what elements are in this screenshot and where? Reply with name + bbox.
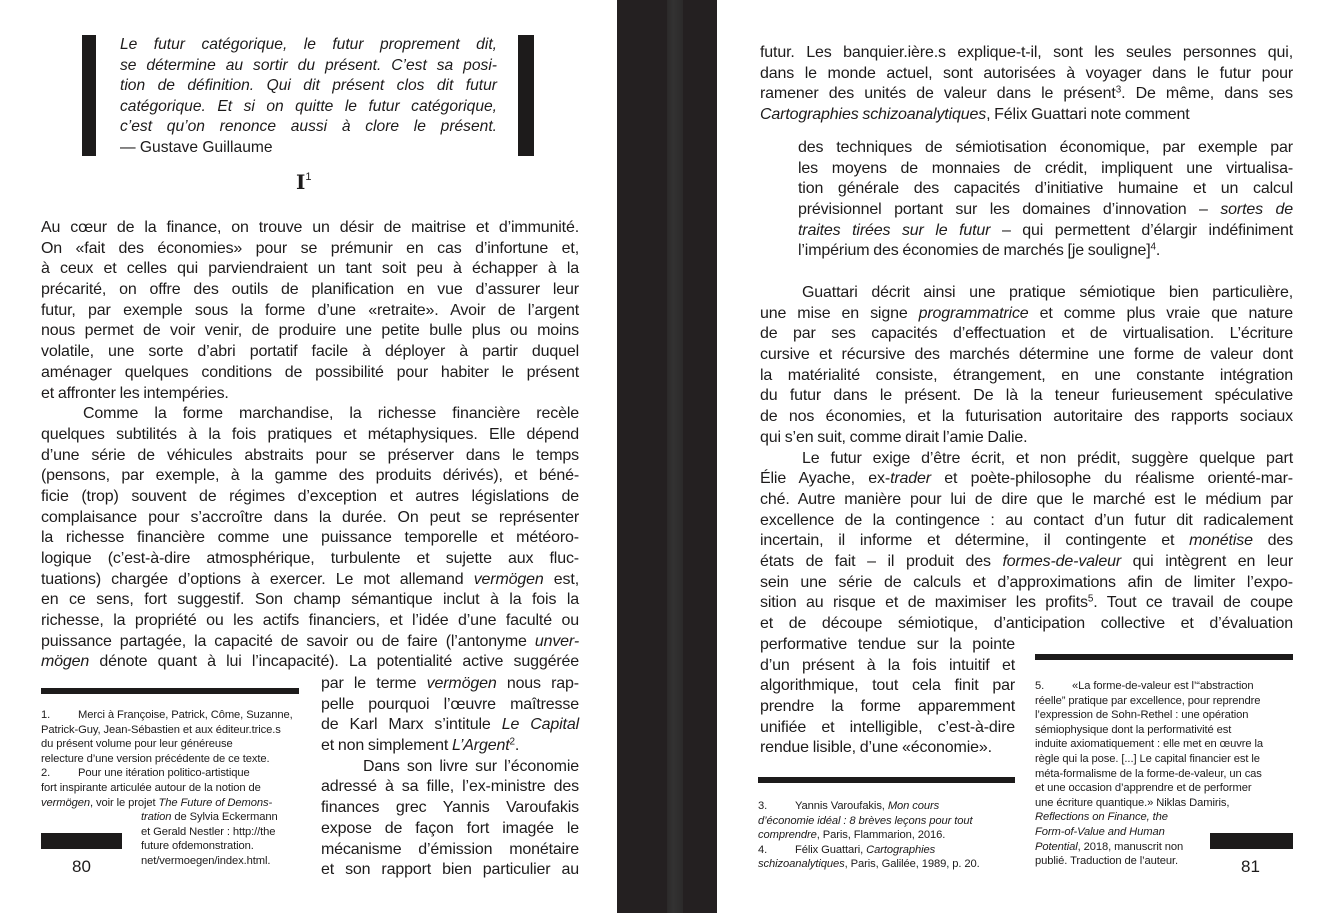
italic-text: comprendre	[758, 829, 817, 842]
text-run: une mise en signe	[760, 304, 919, 322]
text-run: de Sylvia Eckermann	[171, 811, 278, 823]
text-line	[760, 635, 1015, 656]
text-run: net/vermoegen/index.html.	[141, 854, 271, 867]
footnote-ref: 1	[305, 171, 312, 184]
text-run: sein une série de calculs et d’approximations afin de limiter l’expo-	[760, 573, 1293, 591]
text-line	[41, 723, 303, 738]
text-line	[41, 404, 579, 425]
footnotes	[41, 708, 303, 810]
text-run: excellence de la contingence : au contact d’un futur dit radicalement	[760, 511, 1293, 529]
text-run: et affronter les intempéries.	[41, 384, 229, 402]
text-line	[760, 345, 1293, 366]
text-line	[321, 695, 579, 716]
text-line	[798, 159, 1293, 180]
text-line	[41, 590, 579, 611]
text-line	[41, 652, 579, 673]
text-line	[41, 632, 579, 653]
text-run: et comme plus vraie que nature	[1028, 304, 1293, 322]
italic-text: Le Capital	[501, 716, 579, 734]
text-run: Patrick-Guy, Jean-Sébastien et aux éditeur.trice.s	[41, 723, 281, 736]
text-line	[41, 708, 303, 723]
text-run: les moyens de monnaies de crédit, impliquent une virtualisa-	[798, 159, 1293, 177]
text-line	[760, 366, 1293, 387]
text-line	[41, 239, 579, 260]
text-line	[41, 218, 579, 239]
text-line	[760, 552, 1293, 573]
text-line	[321, 715, 579, 736]
text-run: et non simplement	[321, 737, 452, 755]
text-run: de nos économies, et la futurisation autoritaire des rapports sociaux	[760, 408, 1293, 426]
italic-text: d’économie idéal : 8 brèves leçons pour tout	[758, 814, 973, 827]
text-run: et une occasion d’apprendre et de performer	[1035, 782, 1252, 795]
text-line	[760, 386, 1293, 407]
text-run: relecture d’une version précédente de ce texte.	[41, 752, 270, 765]
text-run: d’un présent à la fois intuitif et	[760, 656, 1015, 674]
text-run: On «fait des économies» pour se prémunir en cas d’infortune et,	[41, 239, 579, 257]
text-run: d’une série de véhicules abstraits pour se préserver dans le temps	[41, 446, 579, 464]
text-run: tion de définition. Qui dit présent clos dit futur	[120, 77, 497, 95]
text-run: Guattari décrit ainsi une pratique sémiotique bien particulière,	[802, 284, 1293, 301]
text-line	[41, 611, 579, 632]
italic-text: Cartographies schizoanalytiques	[760, 106, 987, 124]
text-line	[321, 860, 579, 881]
text-line	[760, 697, 1015, 718]
text-line	[321, 840, 579, 861]
text-run: qui s’en suit, comme dirait l’amie Dalie.	[760, 428, 1028, 446]
text-line	[760, 490, 1293, 511]
page-number-bar	[41, 833, 122, 849]
footnote-rule	[758, 777, 1015, 783]
text-run: Au cœur de la finance, on trouve un désir de maitrise et d’immunité.	[41, 219, 579, 236]
page-number: 80	[72, 857, 91, 876]
footnote-ref: 5	[1087, 593, 1094, 605]
text-line	[1035, 781, 1297, 796]
text-run: incertain, il informe et détermine, il contingente et	[760, 532, 1190, 550]
text-line	[41, 508, 579, 529]
text-line	[120, 35, 497, 56]
text-run: par le terme	[321, 675, 427, 692]
spine-highlight	[667, 0, 683, 913]
body-text-main	[41, 218, 579, 673]
text-run: la richesse financière comme une puissance temporelle et météoro-	[41, 529, 579, 547]
text-line	[321, 736, 579, 757]
text-run: induite axiomatiquement : elle met en œuvre la	[1035, 738, 1263, 751]
text-run: aménager quelques conditions de possibilité pour habiter le présent	[41, 363, 579, 381]
text-line	[760, 469, 1293, 490]
text-run: des	[1252, 532, 1293, 550]
page-number: 81	[1241, 857, 1260, 876]
text-run: Comme la forme marchandise, la richesse financière recèle	[83, 405, 579, 423]
text-line	[760, 64, 1293, 85]
text-run: sition au risque et de maximiser les profits	[760, 594, 1088, 612]
text-line	[120, 97, 497, 118]
text-run: du présent volume pour leur généreuse	[41, 738, 233, 751]
text-run: publié. Traduction de l’auteur.	[1035, 855, 1179, 868]
text-line	[120, 56, 497, 77]
footnote-number: 2.	[41, 767, 51, 780]
text-line	[41, 549, 579, 570]
italic-text: tration	[141, 811, 172, 823]
text-line	[758, 814, 1020, 829]
text-run: prévisionnel portant sur les domaines d’innovation –	[798, 201, 1221, 219]
text-run: , Félix Guattari note comment	[986, 106, 1190, 124]
text-line	[41, 342, 579, 363]
footnote-number: 5.	[1035, 680, 1045, 692]
section-heading	[296, 170, 311, 194]
text-line	[120, 117, 497, 138]
text-line	[760, 573, 1293, 594]
text-run: nous permet de voir venir, de produire une petite bulle plus ou moins	[41, 322, 579, 340]
italic-text: vermögen	[426, 675, 497, 692]
text-run: ficie (trop) souvent de régimes d’exception et autres législations de	[41, 487, 579, 505]
text-run: expose de façon fort imagée le	[321, 819, 579, 837]
section-numeral: I	[296, 170, 306, 194]
text-line	[760, 105, 1293, 126]
text-run: la matérialité consiste, étrangement, en une constante intégration	[760, 366, 1293, 384]
text-line	[760, 593, 1293, 614]
text-line	[760, 283, 1293, 304]
text-run: unifiée et intelligible, c’est-à-dire	[760, 718, 1015, 736]
text-run: tuations) chargée d’options à exercer. Le mot allemand	[41, 570, 474, 588]
text-run: Le futur catégorique, le futur proprement dit,	[120, 36, 497, 53]
text-line	[321, 777, 579, 798]
text-line	[1035, 752, 1297, 767]
text-run: , voir le projet	[89, 796, 159, 809]
text-line	[758, 799, 1020, 814]
text-line	[758, 843, 1020, 858]
text-run: l’impérium des économies de marchés [je souligne]	[798, 242, 1151, 260]
italic-text: The Future of Demons-	[158, 796, 273, 809]
italic-text: formes-de-valeur	[1002, 552, 1122, 570]
text-run: .	[1155, 242, 1161, 260]
text-line	[41, 301, 579, 322]
text-line	[41, 528, 579, 549]
text-run: «La forme-de-valeur est l’“abstraction	[1072, 680, 1254, 692]
text-line	[798, 200, 1293, 221]
text-line	[1035, 796, 1297, 811]
text-run: se détermine au sortir du présent. C’est sa posi-	[120, 56, 497, 74]
text-run: en ce sens, fort suggestif. Son champ sémantique inclut à la fois la	[41, 591, 579, 609]
text-run: Élie Ayache, ex-	[760, 470, 891, 488]
text-run: performative tendue sur la pointe	[760, 636, 1015, 653]
text-run: . Tout ce travail de coupe	[1093, 594, 1293, 612]
text-run: catégorique. Et si on quitte le futur catégorique,	[120, 97, 497, 115]
epigraph	[120, 35, 497, 159]
epigraph-bar-right	[518, 35, 534, 156]
text-line	[798, 241, 1293, 262]
text-run: nous rap-	[496, 675, 579, 692]
text-line	[41, 384, 579, 405]
text-run: est,	[543, 570, 579, 588]
text-line	[41, 280, 579, 301]
italic-text: traites tirées sur le futur	[798, 221, 991, 239]
text-run: volatile, une sorte d’abri portatif facile à déployer à partir duquel	[41, 343, 579, 361]
page-number-bar	[1210, 833, 1293, 849]
italic-text: sortes de	[1220, 201, 1294, 219]
text-line	[760, 738, 1015, 759]
text-run: de par ses capacités d’effectuation et de virtualisation. L’écriture	[760, 325, 1293, 343]
text-line	[1035, 767, 1297, 782]
text-run: règle qui la pose. [...] Le capital financier est le	[1035, 752, 1260, 765]
text-run: dénote quant à lui l’incapacité). La potentialité active suggérée	[89, 653, 579, 671]
italic-text: vermögen	[41, 796, 90, 809]
text-run: à ceux et celles qui parviendraient un tant soit peu à échapper à la	[41, 260, 579, 278]
text-line	[1035, 723, 1297, 738]
text-line	[1035, 679, 1297, 694]
footnote-number: 3.	[758, 800, 768, 812]
text-line	[41, 487, 579, 508]
text-run: . De même, dans ses	[1121, 85, 1293, 103]
text-run: logique (c’est-à-dire atmosphérique, turbulente et sujette aux fluc-	[41, 550, 579, 567]
text-run: Dans son livre sur l’économie	[363, 757, 579, 775]
text-run: , Paris, Galilée, 1989, p. 20.	[844, 858, 980, 871]
text-line	[760, 614, 1293, 635]
text-run: , Paris, Flammarion, 2016.	[816, 829, 946, 842]
text-line	[41, 737, 303, 752]
italic-text: Cartographies	[866, 843, 936, 856]
body-text-main	[760, 283, 1293, 635]
footnote-rule-right	[1035, 654, 1293, 660]
text-line	[141, 825, 303, 840]
text-run: Le futur exige d’être écrit, et non prédit, suggère quelque part	[802, 449, 1293, 467]
book-spine	[617, 0, 717, 913]
footnotes	[758, 799, 1020, 872]
text-line	[798, 179, 1293, 200]
text-run: dans le monde actuel, sont autorisées à voyager dans le futur pour	[760, 64, 1293, 82]
italic-text: schizoanalytiques	[758, 858, 845, 871]
italic-text: monétise	[1189, 532, 1253, 550]
italic-text: Potential	[1035, 840, 1078, 853]
italic-text: Mon cours	[887, 800, 940, 812]
block-quote	[798, 138, 1293, 262]
footnote-number: 1.	[41, 709, 51, 721]
text-run: cursive et récursive des marchés détermine une forme de valeur dont	[760, 346, 1293, 364]
text-line	[760, 718, 1015, 739]
text-line	[798, 221, 1293, 242]
epigraph-bar-left	[82, 35, 96, 156]
text-line	[41, 752, 303, 767]
text-run: .	[514, 737, 520, 755]
text-line	[1035, 737, 1297, 752]
text-line	[141, 810, 303, 825]
text-run: puissance partagée, la capacité de savoir ou de faire (l’antonyme	[41, 632, 535, 650]
text-run: future ofdemonstration.	[141, 840, 254, 853]
text-line	[41, 321, 579, 342]
footnote-ref: 2	[509, 736, 515, 748]
body-text-narrow	[760, 635, 1015, 759]
text-line	[760, 656, 1015, 677]
text-line	[41, 425, 579, 446]
italic-text: unver-	[534, 632, 579, 650]
text-line	[760, 449, 1293, 470]
text-run: ramener des unités de valeur dans le présent	[760, 85, 1116, 103]
text-line	[321, 819, 579, 840]
text-run: tion générale des capacités d’initiative humaine et un calcul	[798, 180, 1293, 198]
text-line	[141, 854, 303, 869]
text-line	[760, 324, 1293, 345]
text-line	[760, 43, 1293, 64]
text-run: adressé à sa fille, l’ex-ministre des	[321, 778, 579, 796]
italic-text: Form-of-Value and Human	[1035, 825, 1165, 838]
text-run: quelques subtilités à la fois pratiques et métaphysiques. Elle dépend	[41, 425, 579, 443]
text-line	[760, 531, 1293, 552]
italic-text: programmatrice	[918, 304, 1029, 322]
text-run: Félix Guattari,	[795, 843, 867, 856]
text-line	[760, 84, 1293, 105]
text-run: l’expression de Sohn-Rethel : une opération	[1035, 709, 1249, 722]
text-run: et de découpe sémiotique, d’anticipation collective et d’évaluation	[760, 615, 1293, 632]
text-run: méta-formalisme de la forme-de-valeur, un cas	[1035, 767, 1262, 780]
text-line	[321, 798, 579, 819]
text-line	[41, 259, 579, 280]
text-run: états de fait – il produit des	[760, 552, 1003, 570]
text-run: qui intègrent en leur	[1121, 552, 1293, 570]
text-run: prendre la forme apparemment	[760, 698, 1015, 716]
text-line	[321, 757, 579, 778]
text-run: et poète-philosophe du réalisme orienté-mar-	[930, 470, 1293, 488]
text-line	[41, 781, 303, 796]
text-run: des techniques de sémiotisation économique, par exemple par	[798, 139, 1293, 156]
text-run: Yannis Varoufakis,	[795, 800, 888, 812]
text-run: sémiophysique dont la performativité est	[1035, 723, 1232, 736]
text-line	[760, 304, 1293, 325]
text-line	[1035, 708, 1297, 723]
text-line	[1035, 694, 1297, 709]
body-text-top	[760, 43, 1293, 126]
text-line	[41, 570, 579, 591]
text-line	[41, 466, 579, 487]
italic-text: trader	[890, 470, 931, 488]
text-run: c’est qu’on renonce aussi à clore le présent.	[120, 118, 497, 136]
italic-text: Reflections on Finance, the	[1035, 811, 1168, 824]
text-line	[758, 828, 1020, 843]
epigraph-attribution	[120, 138, 497, 159]
footnotes-continued	[141, 810, 303, 868]
text-run: et son rapport bien particulier au	[321, 861, 579, 879]
italic-text: vermögen	[473, 570, 544, 588]
text-run: Pour une itération politico-artistique	[78, 767, 250, 780]
text-run: rendue lisible, d’une «économie».	[760, 739, 992, 757]
italic-text: L’Argent	[451, 737, 510, 755]
text-run: réelle” pratique par excellence, pour reprendre	[1035, 694, 1261, 707]
text-run: — Gustave Guillaume	[120, 138, 273, 156]
text-run: finances grec Yannis Varoufakis	[321, 799, 579, 817]
text-run: fort inspirante articulée autour de la notion de	[41, 781, 261, 794]
text-run: de Karl Marx s’intitule	[321, 716, 502, 734]
body-text-narrow	[321, 674, 579, 881]
text-line	[758, 857, 1020, 872]
text-line	[41, 446, 579, 467]
text-line	[760, 428, 1293, 449]
text-run: précarité, on offre des outils de planification en vue d’assurer leur	[41, 281, 579, 299]
text-run: Merci à Françoise, Patrick, Côme, Suzanne,	[78, 709, 293, 721]
text-line	[41, 766, 303, 781]
footnote-number: 4.	[758, 843, 768, 856]
text-line	[120, 76, 497, 97]
text-run: et Gerald Nestler : http://the	[141, 825, 276, 838]
italic-text: mögen	[41, 653, 90, 671]
text-run: – qui permettent d’élargir indéfiniment	[990, 221, 1294, 239]
text-run: pelle pourquoi l’œuvre maîtresse	[321, 695, 579, 713]
text-line	[41, 363, 579, 384]
text-line	[1035, 810, 1297, 825]
text-run: ché. Autre manière pour lui de dire que le marché est le médium par	[760, 490, 1293, 508]
text-run: , 2018, manuscrit non	[1077, 840, 1184, 853]
text-line	[760, 676, 1015, 697]
text-line	[321, 674, 579, 695]
footnote-rule	[41, 688, 299, 694]
text-line	[41, 796, 303, 811]
text-run: (pensons, par exemple, à la gamme des produits dérivés), et béné-	[41, 467, 579, 485]
text-run: complaisance pour s’accroître dans la durée. On peut se représenter	[41, 508, 579, 526]
text-run: futur. Les banquier.ière.s explique-t-il, sont les seules personnes qui,	[760, 44, 1293, 61]
text-run: futur, par exemple sous la forme d’une «retraite». Avoir de l’argent	[41, 301, 579, 319]
footnote-ref: 4	[1150, 241, 1156, 253]
text-line	[798, 138, 1293, 159]
footnote-ref: 3	[1115, 84, 1122, 96]
text-run: algorithmique, tout cela finit par	[760, 677, 1015, 695]
text-run: une écriture quantique.» Niklas Damiris,	[1035, 796, 1230, 809]
text-run: du futur dans le présent. De là la teneur furieusement spéculative	[760, 387, 1293, 405]
text-line	[141, 839, 303, 854]
text-line	[760, 511, 1293, 532]
text-line	[760, 407, 1293, 428]
text-run: mécanisme d’émission monétaire	[321, 840, 579, 858]
text-run: richesse, la propriété ou les actifs financiers, et l’idée d’une faculté ou	[41, 612, 579, 630]
